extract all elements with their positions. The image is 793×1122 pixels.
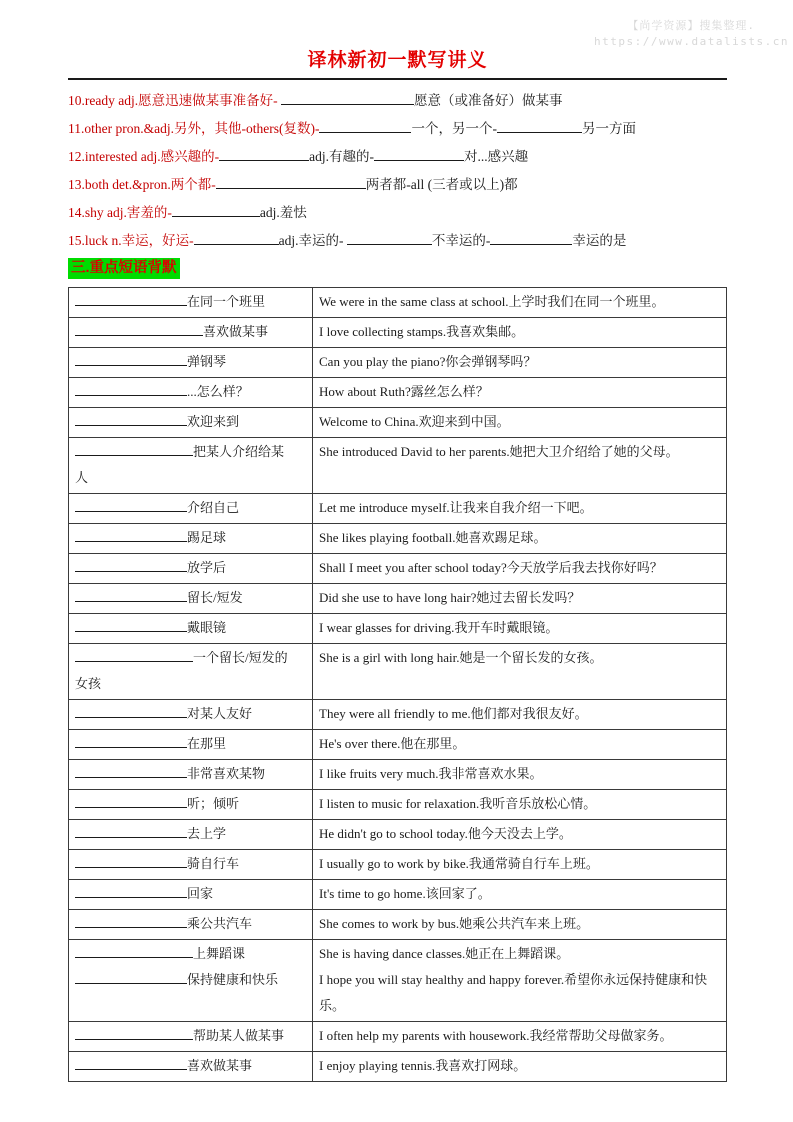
- fill-in-blank: [75, 323, 203, 336]
- phrase-line: [75, 439, 306, 465]
- phrase-en-cell: [313, 1022, 727, 1052]
- vocab-item: [68, 143, 727, 171]
- fill-in-blank: [75, 1027, 193, 1040]
- title-divider-line: [68, 78, 727, 80]
- phrase-en-cell: [313, 760, 727, 790]
- vocab-definition: 愿意（或准备好）做某事: [413, 93, 563, 108]
- phrase-cn-cell: [69, 730, 313, 760]
- section-header: 三.重点短语背默: [68, 258, 180, 279]
- phrase-line: [75, 379, 306, 405]
- phrase-line: [75, 701, 306, 727]
- vocab-definition: 一个，另一个-: [411, 121, 497, 136]
- example-sentence: I enjoy playing tennis.我喜欢打网球。: [319, 1058, 527, 1073]
- vocab-definition: 幸运的是: [572, 233, 627, 248]
- phrase-cn-cell: [69, 614, 313, 644]
- phrase-cn-text: 保持健康和快乐: [187, 972, 279, 987]
- vocab-item: [68, 171, 727, 199]
- table-row: [69, 494, 727, 524]
- vocab-item: [68, 87, 727, 115]
- phrase-line: [75, 1053, 306, 1079]
- phrase-line: [75, 615, 306, 641]
- phrase-cn-text: ...怎么样？: [187, 384, 249, 399]
- phrase-en-cell: [313, 318, 727, 348]
- phrase-line: [75, 465, 306, 491]
- phrase-cn-text: 放学后: [187, 560, 227, 575]
- phrase-cn-text: 介绍自己: [187, 500, 240, 515]
- fill-in-blank: [75, 383, 187, 396]
- phrase-cn-text: 欢迎来到: [187, 414, 240, 429]
- phrase-line: [75, 731, 306, 757]
- phrase-line: [75, 941, 306, 967]
- phrase-cn-cell: [69, 584, 313, 614]
- phrase-cn-cell: [69, 820, 313, 850]
- example-sentence: She introduced David to her parents.她把大卫介绍给了她的父母。: [319, 444, 679, 459]
- watermark: [594, 18, 789, 50]
- table-row: [69, 614, 727, 644]
- example-sentence: How about Ruth?露丝怎么样？: [319, 384, 489, 399]
- fill-in-blank: [75, 589, 187, 602]
- fill-in-blank: [347, 231, 432, 245]
- table-row: [69, 408, 727, 438]
- phrase-line: [75, 671, 306, 697]
- fill-in-blank: [497, 119, 582, 133]
- example-sentence: I listen to music for relaxation.我听音乐放松心情。: [319, 796, 597, 811]
- phrase-cn-cell: [69, 438, 313, 494]
- fill-in-blank: [75, 649, 193, 662]
- fill-in-blank: [75, 915, 187, 928]
- table-row: [69, 644, 727, 700]
- watermark-source-text: 【尚学资源】搜集整理.: [627, 19, 755, 32]
- vocab-definition: adj.幸运的-: [278, 233, 347, 248]
- phrase-en-cell: [313, 700, 727, 730]
- fill-in-blank: [75, 529, 187, 542]
- phrase-line: [75, 911, 306, 937]
- phrase-cn-cell: [69, 348, 313, 378]
- example-sentence: I hope you will stay healthy and happy forever.希望你永远保持健康和快乐。: [319, 972, 708, 1013]
- phrase-en-cell: [313, 378, 727, 408]
- phrase-line: [75, 319, 306, 345]
- phrase-cn-cell: [69, 880, 313, 910]
- phrase-en-cell: [313, 614, 727, 644]
- phrase-cn-text: 对某人友好: [187, 706, 253, 721]
- phrase-cn-cell: [69, 940, 313, 1022]
- vocab-term: 12.interested adj.感兴趣的-: [68, 149, 220, 164]
- phrase-cn-text: 把某人介绍给某: [193, 444, 285, 459]
- example-sentence: I wear glasses for driving.我开车时戴眼镜。: [319, 620, 559, 635]
- phrase-cn-text: 在那里: [187, 736, 227, 751]
- phrase-en-cell: [313, 940, 727, 1022]
- phrase-cn-cell: [69, 850, 313, 880]
- phrase-cn-cell: [69, 288, 313, 318]
- fill-in-blank: [75, 293, 187, 306]
- phrase-cn-text: 踢足球: [187, 530, 227, 545]
- phrase-line: [75, 349, 306, 375]
- phrase-cn-cell: [69, 554, 313, 584]
- phrase-cn-text: 上舞蹈课: [193, 946, 246, 961]
- fill-in-blank: [75, 735, 187, 748]
- vocab-term: 15.luck n.幸运，好运-: [68, 233, 194, 248]
- phrase-cn-text: 帮助某人做某事: [193, 1028, 285, 1043]
- example-sentence: I love collecting stamps.我喜欢集邮。: [319, 324, 525, 339]
- table-row: [69, 1022, 727, 1052]
- phrase-cn-cell: [69, 524, 313, 554]
- vocab-term: 13.both det.&pron.两个都-: [68, 177, 216, 192]
- table-row: [69, 700, 727, 730]
- example-sentence: She likes playing football.她喜欢踢足球。: [319, 530, 547, 545]
- phrase-cn-cell: [69, 1022, 313, 1052]
- vocab-term: 10.ready adj.愿意迅速做某事准备好-: [68, 93, 281, 108]
- fill-in-blank: [75, 559, 187, 572]
- table-row: [69, 318, 727, 348]
- example-sentence: We were in the same class at school.上学时我们在同一个班里。: [319, 294, 665, 309]
- phrase-cn-text: 非常喜欢某物: [187, 766, 266, 781]
- phrase-en-cell: [313, 1052, 727, 1082]
- phrase-en-cell: [313, 584, 727, 614]
- phrase-cn-text: 喜欢做某事: [203, 324, 269, 339]
- vocab-definition: adj.羞怯: [259, 205, 307, 220]
- phrase-line: [75, 791, 306, 817]
- example-sentence: Did she use to have long hair?她过去留长发吗？: [319, 590, 581, 605]
- fill-in-blank: [374, 147, 464, 161]
- example-sentence: She comes to work by bus.她乘公共汽车来上班。: [319, 916, 590, 931]
- fill-in-blank: [216, 175, 366, 189]
- fill-in-blank: [75, 353, 187, 366]
- phrase-line: [75, 851, 306, 877]
- document-content: [0, 45, 793, 1082]
- phrase-cn-cell: [69, 644, 313, 700]
- fill-in-blank: [75, 971, 187, 984]
- phrase-cn-text: 留长/短发: [187, 590, 243, 605]
- phrase-cn-text: 女孩: [75, 676, 102, 691]
- phrase-cn-cell: [69, 318, 313, 348]
- fill-in-blank: [75, 413, 187, 426]
- vocab-definition: 对...感兴趣: [463, 149, 529, 164]
- fill-in-blank: [219, 147, 309, 161]
- phrase-cn-cell: [69, 760, 313, 790]
- phrase-cn-cell: [69, 494, 313, 524]
- fill-in-blank: [75, 499, 187, 512]
- example-sentence: They were all friendly to me.他们都对我很友好。: [319, 706, 588, 721]
- table-row: [69, 850, 727, 880]
- phrase-line: [75, 645, 306, 671]
- phrase-line: [75, 525, 306, 551]
- phrase-en-cell: [313, 348, 727, 378]
- example-sentence: Welcome to China.欢迎来到中国。: [319, 414, 510, 429]
- vocab-definition: 另一方面: [581, 121, 636, 136]
- phrase-en-cell: [313, 554, 727, 584]
- example-sentence: He didn't go to school today.他今天没去上学。: [319, 826, 572, 841]
- fill-in-blank: [75, 1057, 187, 1070]
- phrase-line: [75, 967, 306, 993]
- phrase-line: [75, 761, 306, 787]
- table-row: [69, 790, 727, 820]
- table-row: [69, 348, 727, 378]
- fill-in-blank: [75, 825, 187, 838]
- table-row: [69, 584, 727, 614]
- document-title: 译林新初一默写讲义: [307, 50, 488, 71]
- vocab-item: [68, 115, 727, 143]
- table-row: [69, 438, 727, 494]
- table-row: [69, 554, 727, 584]
- phrase-cn-cell: [69, 700, 313, 730]
- phrase-cn-cell: [69, 1052, 313, 1082]
- phrase-line: [75, 289, 306, 315]
- phrase-en-cell: [313, 910, 727, 940]
- phrase-cn-text: 去上学: [187, 826, 227, 841]
- table-row: [69, 910, 727, 940]
- phrase-cn-text: 戴眼镜: [187, 620, 227, 635]
- fill-in-blank: [319, 119, 411, 133]
- phrase-cn-text: 回家: [187, 886, 214, 901]
- fill-in-blank: [75, 855, 187, 868]
- phrase-en-cell: [313, 644, 727, 700]
- phrase-cn-cell: [69, 790, 313, 820]
- phrase-en-cell: [313, 494, 727, 524]
- fill-in-blank: [281, 91, 414, 105]
- phrase-line: [75, 585, 306, 611]
- fill-in-blank: [75, 443, 193, 456]
- phrase-en-cell: [313, 438, 727, 494]
- phrase-line: [75, 495, 306, 521]
- phrase-en-cell: [313, 730, 727, 760]
- example-sentence: She is a girl with long hair.她是一个留长发的女孩。: [319, 650, 603, 665]
- phrase-line: [75, 881, 306, 907]
- example-sentence: Shall I meet you after school today?今天放学后我去找你好吗？: [319, 560, 663, 575]
- table-row: [69, 820, 727, 850]
- vocab-term: 11.other pron.&adj.另外，其他-others(复数)-: [68, 121, 320, 136]
- fill-in-blank: [75, 885, 187, 898]
- table-row: [69, 378, 727, 408]
- example-sentence: Let me introduce myself.让我来自我介绍一下吧。: [319, 500, 593, 515]
- fill-in-blank: [75, 795, 187, 808]
- phrase-table: [68, 287, 727, 1082]
- phrase-cn-text: 乘公共汽车: [187, 916, 253, 931]
- phrase-en-cell: [313, 524, 727, 554]
- vocab-term: 14.shy adj.害羞的-: [68, 205, 172, 220]
- example-sentence: She is having dance classes.她正在上舞蹈课。: [319, 946, 570, 961]
- phrase-table-body: [69, 288, 727, 1082]
- table-row: [69, 760, 727, 790]
- fill-in-blank: [75, 619, 187, 632]
- phrase-en-cell: [313, 820, 727, 850]
- example-sentence: I like fruits very much.我非常喜欢水果。: [319, 766, 543, 781]
- phrase-en-cell: [313, 790, 727, 820]
- phrase-cn-cell: [69, 910, 313, 940]
- table-row: [69, 1052, 727, 1082]
- vocab-list: [68, 87, 727, 255]
- table-row: [69, 524, 727, 554]
- example-sentence: I often help my parents with housework.我经常帮助父母做家务。: [319, 1028, 673, 1043]
- phrase-en-cell: [313, 850, 727, 880]
- vocab-definition: 不幸运的-: [431, 233, 491, 248]
- phrase-en-cell: [313, 408, 727, 438]
- phrase-cn-text: 骑自行车: [187, 856, 240, 871]
- phrase-cn-text: 在同一个班里: [187, 294, 266, 309]
- table-row: [69, 730, 727, 760]
- phrase-en-cell: [313, 880, 727, 910]
- fill-in-blank: [490, 231, 572, 245]
- table-row: [69, 940, 727, 1022]
- watermark-url: https://www.datalists.cn: [594, 35, 789, 48]
- example-sentence: Can you play the piano?你会弹钢琴吗？: [319, 354, 537, 369]
- fill-in-blank: [75, 705, 187, 718]
- phrase-cn-text: 喜欢做某事: [187, 1058, 253, 1073]
- phrase-cn-cell: [69, 378, 313, 408]
- table-row: [69, 880, 727, 910]
- example-sentence: It's time to go home.该回家了。: [319, 886, 491, 901]
- phrase-en-cell: [313, 288, 727, 318]
- table-row: [69, 288, 727, 318]
- phrase-cn-text: 弹钢琴: [187, 354, 227, 369]
- phrase-line: [75, 409, 306, 435]
- phrase-cn-text: 一个留长/短发的: [193, 650, 288, 665]
- fill-in-blank: [75, 765, 187, 778]
- vocab-item: [68, 227, 727, 255]
- example-sentence: He's over there.他在那里。: [319, 736, 466, 751]
- phrase-line: [75, 1023, 306, 1049]
- example-sentence: I usually go to work by bike.我通常骑自行车上班。: [319, 856, 599, 871]
- fill-in-blank: [172, 203, 260, 217]
- vocab-definition: adj.有趣的-: [309, 149, 374, 164]
- phrase-line: [75, 555, 306, 581]
- fill-in-blank: [75, 945, 193, 958]
- phrase-cn-cell: [69, 408, 313, 438]
- phrase-line: [75, 821, 306, 847]
- phrase-cn-text: 听；倾听: [187, 796, 240, 811]
- vocab-definition: 两者都-all (三者或以上)都: [365, 177, 518, 192]
- phrase-cn-text: 人: [75, 470, 89, 485]
- vocab-item: [68, 199, 727, 227]
- fill-in-blank: [194, 231, 279, 245]
